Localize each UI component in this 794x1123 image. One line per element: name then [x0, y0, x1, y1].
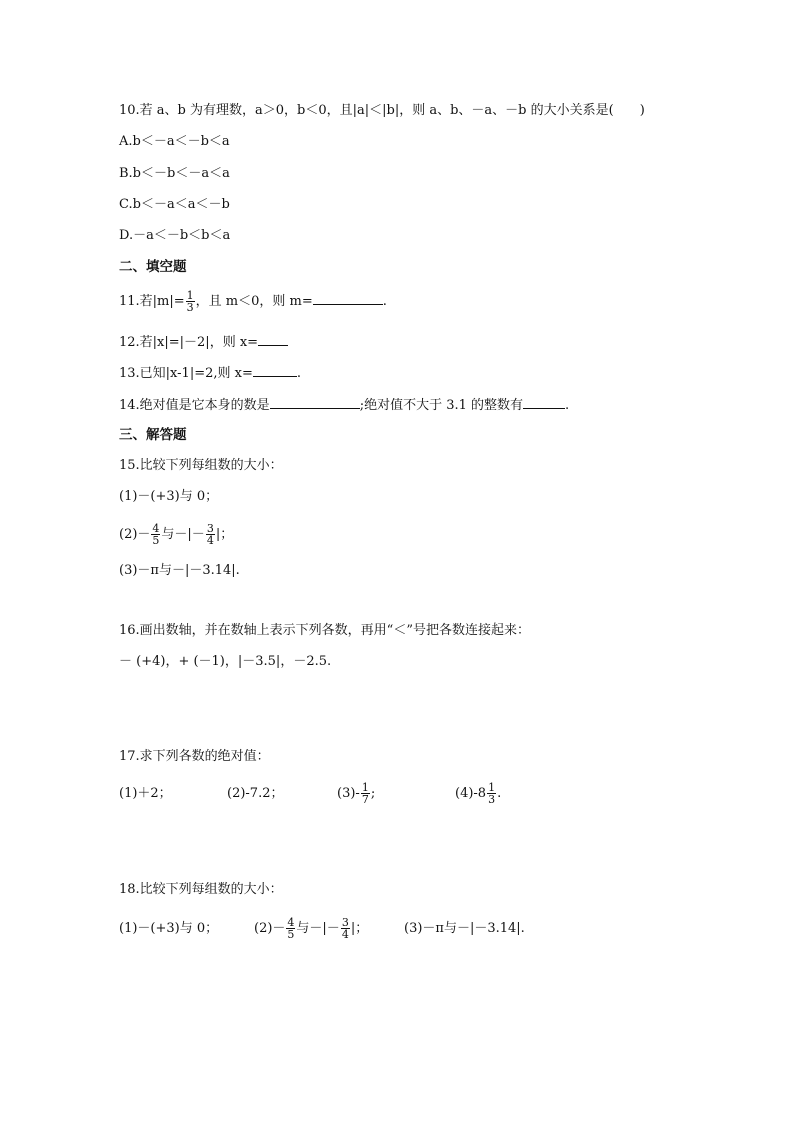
q17-item-4	[455, 782, 501, 805]
q10-option-a: A.b＜－a＜－b＜a	[119, 134, 230, 149]
q18-stem: 18.比较下列每组数的大小：	[119, 882, 283, 897]
q15-part3: (3)－π与－|－3.14|.	[119, 563, 240, 578]
q14-answer-blank-2[interactable]	[523, 396, 565, 409]
q15-part2	[119, 523, 233, 546]
q15-p2-num: 4	[152, 522, 160, 535]
q18-p2-pre: (2)－	[254, 921, 286, 936]
q18-part2	[254, 917, 404, 940]
q18-p2-num2: 3	[341, 916, 349, 929]
q17-i4-end: .	[497, 786, 502, 801]
q11-pre: 11.若|m|=	[119, 294, 185, 309]
q18-p2-fraction-1	[286, 917, 295, 940]
q17-i3-num: 1	[361, 781, 369, 794]
q14-mid: ;绝对值不大于 3.1 的整数有	[359, 398, 524, 413]
q17-i3-fraction	[361, 782, 370, 805]
q17-i3-den: 7	[361, 793, 369, 806]
q18-p2-den: 5	[287, 928, 295, 941]
q15-p2-fraction-1	[151, 523, 160, 546]
section-heading-fill-blank: 二、填空题	[119, 259, 187, 275]
q10-stem: 10.若 a、b 为有理数，a＞0，b＜0，且|a|＜|b|，则 a、b、－a、－b 的大小关系是( )	[119, 103, 645, 118]
q17-item-3	[337, 782, 455, 805]
q15-p2-fraction-2	[206, 523, 215, 546]
q11-fraction	[186, 290, 195, 313]
q15-p2-num2: 3	[206, 522, 214, 535]
q11-answer-blank[interactable]	[313, 292, 383, 305]
q17-item-1: (1)＋2；	[119, 786, 172, 801]
q17-items	[119, 782, 501, 805]
q14	[119, 396, 569, 414]
q12-pre: 12.若|x|=|－2|，则 x=	[119, 335, 259, 350]
q14-pre: 14.绝对值是它本身的数是	[119, 398, 270, 413]
q18-part3: (3)－π与－|－3.14|.	[404, 921, 525, 936]
q17-stem: 17.求下列各数的绝对值：	[119, 749, 270, 764]
q17-i4-pre: (4)-8	[455, 786, 487, 801]
q15-p2-pre: (2)－	[119, 527, 151, 542]
q10-option-b: B.b＜－b＜－a＜a	[119, 166, 230, 181]
q18-part1: (1)－(+3)与 0；	[119, 921, 219, 936]
q16-numbers: － (+4)，+ (－1)，|－3.5|，－2.5.	[119, 654, 332, 669]
q15-p2-mid: 与－|－	[161, 527, 205, 542]
q12-answer-blank[interactable]	[258, 333, 288, 346]
q13-pre: 13.已知|x-1|=2,则 x=	[119, 366, 253, 381]
q10-option-d: D.－a＜－b＜b＜a	[119, 228, 231, 243]
q17-i3-pre: (3)-	[337, 786, 360, 801]
q18-p2-fraction-2	[341, 917, 350, 940]
q11-frac-num: 1	[186, 289, 194, 302]
q15-stem: 15.比较下列每组数的大小：	[119, 458, 283, 473]
q13-end: .	[296, 366, 301, 381]
q16-stem: 16.画出数轴，并在数轴上表示下列各数，再用“＜”号把各数连接起来：	[119, 623, 530, 638]
q17-item-2: (2)-7.2；	[227, 786, 284, 801]
q15-p2-end: |；	[215, 527, 234, 542]
q11-frac-den: 3	[186, 301, 194, 314]
q11-post: ，且 m＜0，则 m=	[195, 294, 313, 309]
q13	[119, 364, 301, 382]
q17-i4-fraction	[487, 782, 496, 805]
q10-option-c: C.b＜－a＜a＜－b	[119, 197, 230, 212]
q11	[119, 290, 387, 313]
q18-p2-num: 4	[287, 916, 295, 929]
q18-p2-mid: 与－|－	[296, 921, 340, 936]
q13-answer-blank[interactable]	[253, 364, 297, 377]
q18-items	[119, 917, 525, 940]
q15-p2-den: 5	[152, 534, 160, 547]
q17-i3-end: ;	[370, 786, 376, 801]
section-heading-solve: 三、解答题	[119, 427, 187, 443]
q15-part1: (1)－(+3)与 0；	[119, 489, 219, 504]
q17-i4-num: 1	[488, 781, 496, 794]
q11-end: .	[382, 294, 387, 309]
q14-end: .	[565, 398, 570, 413]
q18-p2-den2: 4	[341, 928, 349, 941]
q17-i4-den: 3	[488, 793, 496, 806]
q18-p2-end: |；	[350, 921, 369, 936]
q14-answer-blank-1[interactable]	[270, 396, 360, 409]
q15-p2-den2: 4	[206, 534, 214, 547]
q12	[119, 333, 288, 351]
